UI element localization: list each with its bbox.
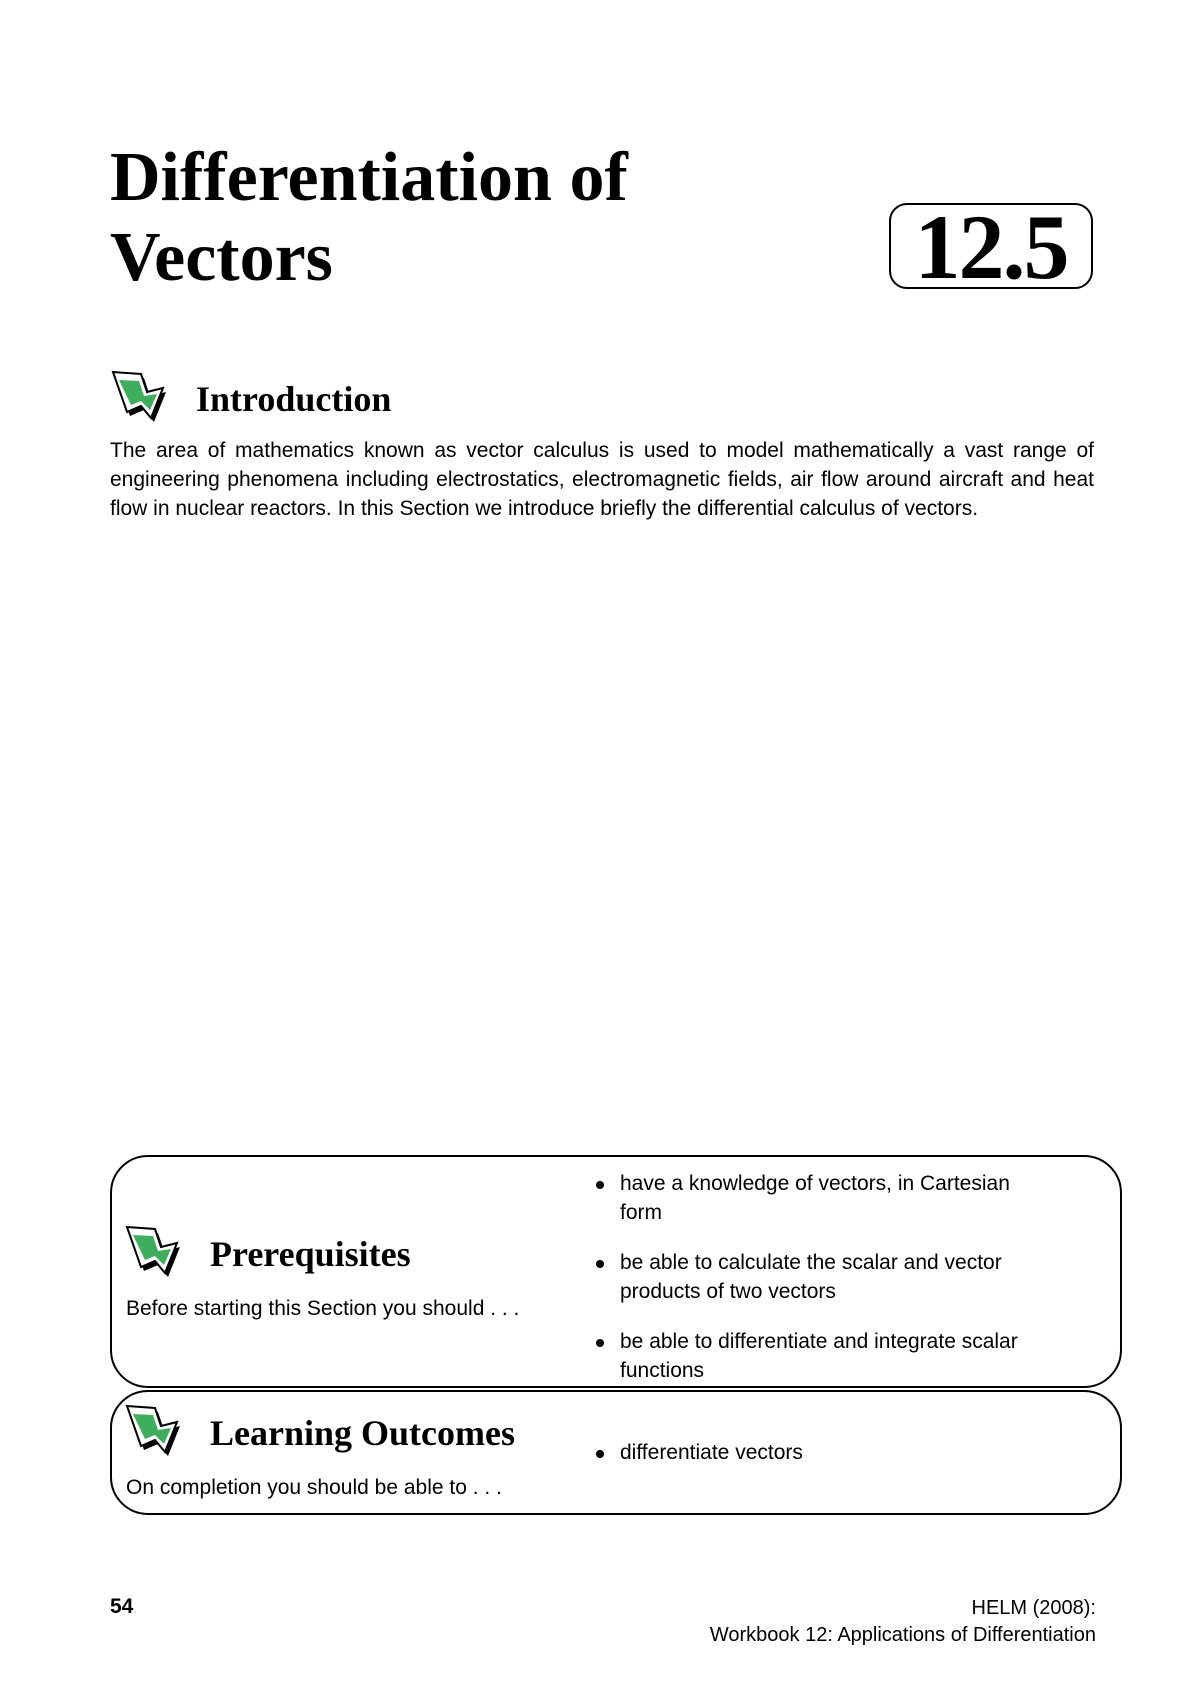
introduction-body: The area of mathematics known as vector calculus is used to model mathematically a vast range of engineering phenomena including electrostatics, electromagnetic fields, air flow around aircraft and heat flow in nuclear reactors. In this Section we introduce briefly the differential calculus of vectors. bbox=[110, 439, 1094, 520]
prerequisites-list bbox=[596, 1169, 1041, 1385]
learning-outcomes-list bbox=[596, 1438, 1041, 1467]
prerequisites-lead: Before starting this Section you should . . . bbox=[126, 1297, 520, 1320]
prerequisites-title: Prerequisites bbox=[210, 1234, 411, 1274]
learning-outcomes-heading bbox=[124, 1404, 515, 1462]
page-number: 54 bbox=[110, 1595, 134, 1618]
prerequisites-heading bbox=[124, 1225, 411, 1283]
prerequisites-box bbox=[110, 1155, 1122, 1388]
footer-workbook-line: Workbook 12: Applications of Differentiation bbox=[709, 1624, 1096, 1646]
footer-source bbox=[710, 1595, 1096, 1649]
learning-outcomes-lead: On completion you should be able to . . . bbox=[126, 1476, 502, 1499]
introduction-title: Introduction bbox=[196, 379, 392, 419]
section-number-badge: 12.5 bbox=[889, 203, 1093, 289]
section-icon bbox=[124, 1404, 186, 1462]
list-item: be able to calculate the scalar and vector products of two vectors bbox=[596, 1248, 1041, 1306]
learning-outcomes-box bbox=[110, 1390, 1122, 1515]
section-icon bbox=[124, 1225, 186, 1283]
list-item: differentiate vectors bbox=[596, 1438, 1041, 1467]
title-line-2: Vectors bbox=[110, 219, 333, 296]
list-item: have a knowledge of vectors, in Cartesian form bbox=[596, 1169, 1041, 1227]
footer-source-line: HELM (2008): bbox=[971, 1597, 1096, 1619]
introduction-heading bbox=[110, 370, 391, 428]
list-item: be able to differentiate and integrate scalar functions bbox=[596, 1327, 1041, 1385]
section-icon bbox=[110, 370, 172, 428]
title-line-1: Differentiation of bbox=[110, 139, 628, 216]
page-title bbox=[110, 138, 628, 298]
learning-outcomes-title: Learning Outcomes bbox=[210, 1413, 515, 1453]
